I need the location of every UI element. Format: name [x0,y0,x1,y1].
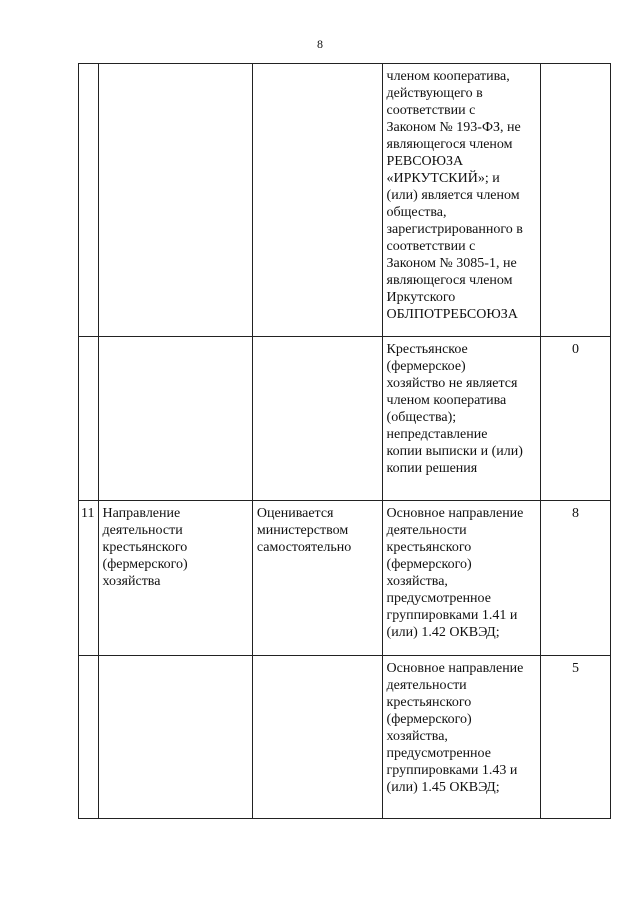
cell-text-line: деятельности [386,678,467,693]
table-row [79,501,611,656]
cell-text-line: группировками 1.41 и [386,608,518,623]
criterion-value-cell [382,501,540,656]
criterion-value-cell [382,337,540,501]
cell-text-line: Оценивается [256,506,334,521]
criterion-name-cell [98,656,252,819]
cell-text-line: непредставление [386,427,488,442]
cell-text-line: Основное направление [386,661,524,676]
cell-text-line: общества, [386,205,447,220]
table-row [79,64,611,337]
score-cell: 5 [540,656,610,819]
cell-text-line: (фермерское) [386,359,466,374]
cell-text-line: членом кооператива, [386,69,510,84]
criterion-value-cell [382,656,540,819]
cell-text-line: Иркутского [386,290,456,305]
cell-text-line: Крестьянское [386,342,468,357]
cell-text-line: (фермерского) [386,712,472,727]
cell-text-line: Направление [102,506,181,521]
cell-text-line: соответствии с [386,239,476,254]
evaluation-method-cell [252,64,382,337]
score-cell: 0 [540,337,610,501]
evaluation-method-cell [252,656,382,819]
cell-text-line: хозяйство не является [386,376,518,391]
cell-text-line: деятельности [102,523,183,538]
criterion-name-cell [98,337,252,501]
cell-text-line: (или) 1.45 ОКВЭД; [386,780,500,795]
cell-text-line: копии выписки и (или) [386,444,523,459]
cell-text-line: «ИРКУТСКИЙ»; и [386,171,500,186]
cell-text-line: копии решения [386,461,478,476]
score-cell [540,64,610,337]
cell-text-line: (или) является членом [386,188,520,203]
table-row [79,337,611,501]
page-number: 8 [317,37,323,51]
cell-text-line: Законом № 193-ФЗ, не [386,120,521,135]
cell-text-line: соответствии с [386,103,476,118]
cell-text-line: хозяйства [102,574,161,589]
criterion-value-cell [382,64,540,337]
cell-text-line: министерством [256,523,349,538]
cell-text-line: (фермерского) [386,557,472,572]
criteria-table [78,63,611,819]
cell-text-line: являющегося членом [386,273,513,288]
cell-text-line: зарегистрированного в [386,222,523,237]
cell-text-line: предусмотренное [386,591,491,606]
row-number-cell: 11 [79,501,99,656]
cell-text-line: деятельности [386,523,467,538]
cell-text-line: крестьянского [102,540,188,555]
cell-text-line: Основное направление [386,506,524,521]
row-number-cell [79,656,99,819]
evaluation-method-cell [252,501,382,656]
criterion-name-cell [98,64,252,337]
row-number-cell [79,337,99,501]
cell-text-line: группировками 1.43 и [386,763,518,778]
cell-text-line: (или) 1.42 ОКВЭД; [386,625,500,640]
criterion-name-cell [98,501,252,656]
cell-text-line: крестьянского [386,540,472,555]
cell-text-line: являющегося членом [386,137,513,152]
cell-text-line: хозяйства, [386,574,448,589]
cell-text-line: РЕВСОЮЗА [386,154,464,169]
cell-text-line: ОБЛПОТРЕБСОЮЗА [386,307,518,322]
cell-text-line: (фермерского) [102,557,188,572]
cell-text-line: хозяйства, [386,729,448,744]
score-cell: 8 [540,501,610,656]
cell-text-line: крестьянского [386,695,472,710]
cell-text-line: Законом № 3085-1, не [386,256,517,271]
evaluation-method-cell [252,337,382,501]
cell-text-line: членом кооператива [386,393,507,408]
cell-text-line: действующего в [386,86,483,101]
row-number-cell [79,64,99,337]
cell-text-line: предусмотренное [386,746,491,761]
cell-text-line: (общества); [386,410,457,425]
cell-text-line: самостоятельно [256,540,352,555]
table-row [79,656,611,819]
